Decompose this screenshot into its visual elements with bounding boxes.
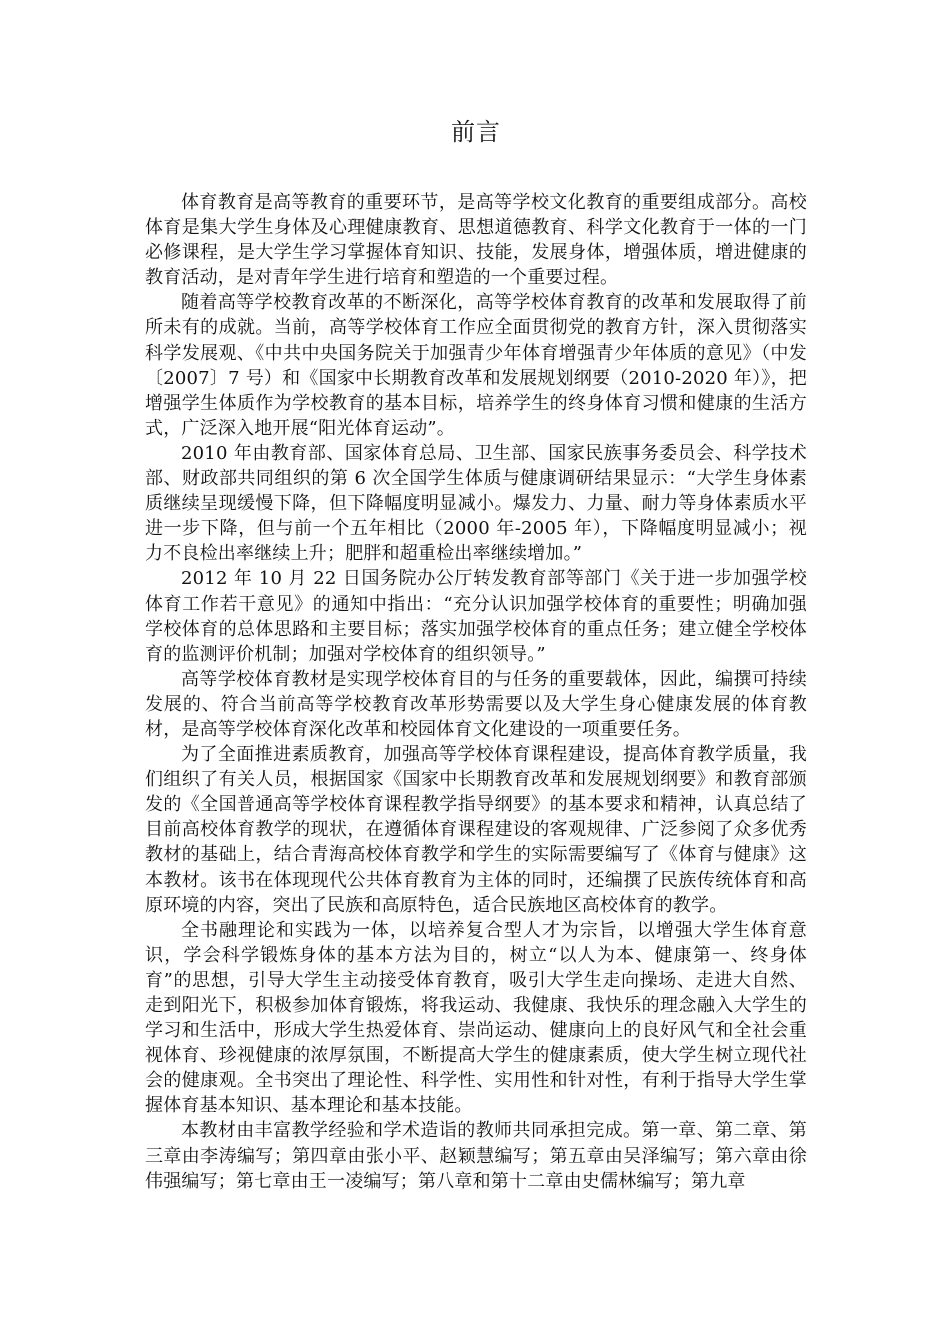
paragraph-3: 2010 年由教育部、国家体育总局、卫生部、国家民族事务委员会、科学技术部、财政部共同组织的第 6 次全国学生体质与健康调研结果显示：“大学生身体素质继续呈现缓慢下降，但下降幅度明显减小。爆发力、力量、耐力等身体素质水平进一步下降，但与前一个五年相比（2000 年-2005 年），下降幅度明显减小；视力不良检出率继续上升；肥胖和超重检出率继续增加。”: [145, 442, 807, 565]
paragraph-7: 全书融理论和实践为一体，以培养复合型人才为宗旨，以增强大学生体育意识，学会科学锻炼身体的基本方法为目的，树立“以人为本、健康第一、终身体育”的思想，引导大学生主动接受体育教育，吸引大学生走向操场、走进大自然、走到阳光下，积极参加体育锻炼，将我运动、我健康、我快乐的理念融入大学生的学习和生活中，形成大学生热爱体育、崇尚运动、健康向上的良好风气和全社会重视体育、珍视健康的浓厚氛围，不断提高大学生的健康素质，使大学生树立现代社会的健康观。全书突出了理论性、科学性、实用性和针对性，有利于指导大学生掌握体育基本知识、基本理论和基本技能。: [145, 919, 807, 1117]
paragraph-4: 2012 年 10 月 22 日国务院办公厅转发教育部等部门《关于进一步加强学校体育工作若干意见》的通知中指出：“充分认识加强学校体育的重要性；明确加强学校体育的总体思路和主要目标；落实加强学校体育的重点任务；建立健全学校体育的监测评价机制；加强对学校体育的组织领导。”: [145, 568, 807, 665]
page-title: 前言: [451, 118, 501, 146]
paragraph-6: 为了全面推进素质教育，加强高等学校体育课程建设，提高体育教学质量，我们组织了有关人员，根据国家《国家中长期教育改革和发展规划纲要》和教育部颁发的《全国普通高等学校体育课程教学指导纲要》的基本要求和精神，认真总结了目前高校体育教学的现状，在遵循体育课程建设的客观规律、广泛参阅了众多优秀教材的基础上，结合青海高校体育教学和学生的实际需要编写了《体育与健康》这本教材。该书在体现现代公共体育教育为主体的同时，还编撰了民族传统体育和高原环境的内容，突出了民族和高原特色，适合民族地区高校体育的教学。: [145, 744, 807, 916]
document-page: [145, 112, 807, 1194]
paragraph-1: 体育教育是高等教育的重要环节，是高等学校文化教育的重要组成部分。高校体育是集大学生身体及心理健康教育、思想道德教育、科学文化教育于一体的一门必修课程，是大学生学习掌握体育知识、技能，发展身体，增强体质，增进健康的教育活动，是对青年学生进行培育和塑造的一个重要过程。: [145, 192, 807, 289]
paragraph-8: 本教材由丰富教学经验和学术造诣的教师共同承担完成。第一章、第二章、第三章由李涛编写；第四章由张小平、赵颖慧编写；第五章由吴泽编写；第六章由徐伟强编写；第七章由王一凌编写；第八章和第十二章由史儒林编写；第九章: [145, 1120, 807, 1192]
paragraph-5: 高等学校体育教材是实现学校体育目的与任务的重要载体，因此，编撰可持续发展的、符合当前高等学校教育改革形势需要以及大学生身心健康发展的体育教材，是高等学校体育深化改革和校园体育文化建设的一项重要任务。: [145, 668, 807, 740]
paragraph-2: 随着高等学校教育改革的不断深化，高等学校体育教育的改革和发展取得了前所未有的成就。当前，高等学校体育工作应全面贯彻党的教育方针，深入贯彻落实科学发展观、《中共中央国务院关于加强青少年体育增强青少年体质的意见》（中发〔2007〕7 号）和《国家中长期教育改革和发展规划纲要（2010-2020 年）》，把增强学生体质作为学校教育的基本目标，培养学生的终身体育习惯和健康的生活方式，广泛深入地开展“阳光体育运动”。: [145, 292, 807, 439]
